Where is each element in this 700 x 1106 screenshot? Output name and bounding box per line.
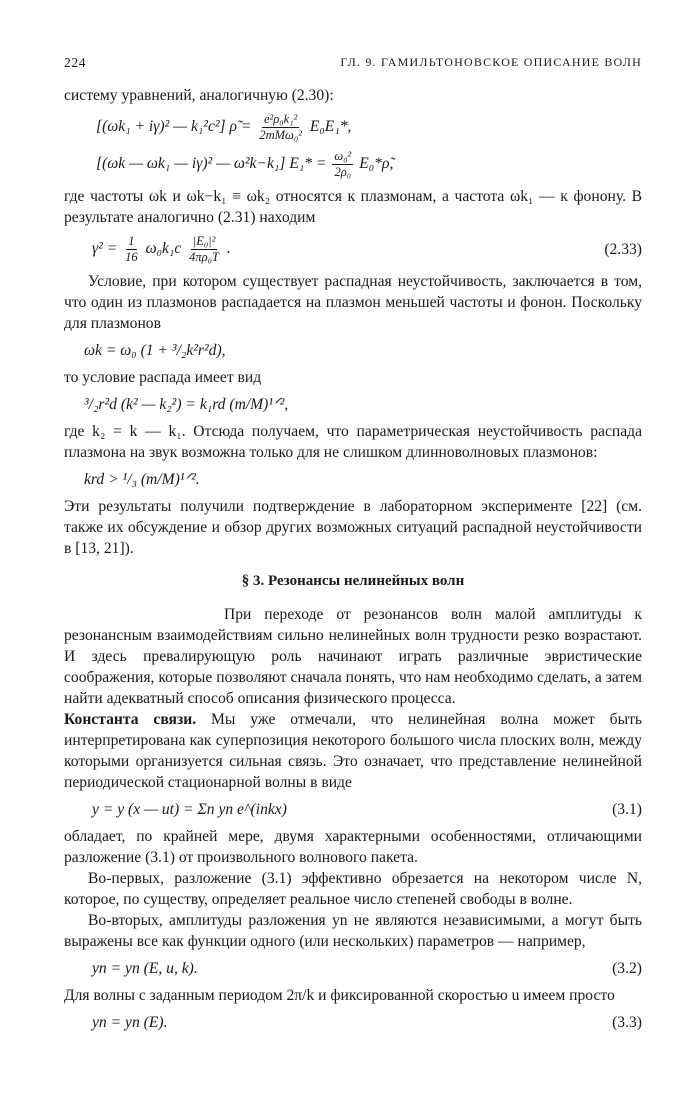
- equation-rhs: E₀*ρ̃,: [359, 155, 394, 173]
- equation-body: ωk = ω₀ (1 + ³/₂k²r²d),: [84, 342, 226, 359]
- paragraph: Во-вторых, амплитуды разложения yn не являются независимыми, а могут быть выражены все как функции одного (или нескольких) параметров — например,: [64, 912, 642, 950]
- equation-fraction: [257, 112, 304, 143]
- equation-3-3: [64, 1012, 642, 1033]
- paragraph: Для волны с заданным периодом 2π/k и фиксированной скоростью u имеем просто: [64, 987, 615, 1004]
- fraction-numerator: ω₀²: [334, 149, 352, 163]
- equation-fraction: [123, 234, 140, 265]
- equation-tail: .: [226, 240, 231, 258]
- fraction-numerator: 1: [128, 234, 135, 248]
- paragraph: При переходе от резонансов волн малой амплитуды к резонансным взаимодействиям сильно нелинейных волн трудности резко возрастают. И здесь превалирующую роль начинают играть различные эвристические соображения, которые позволяют сначала понять, что нам необходимо сделать, а затем найти адекватный способ описания физического процесса.: [64, 606, 642, 707]
- paragraph: Условие, при котором существует распадная неустойчивость, заключается в том, что один из плазмонов распадается на плазмон меньшей частоты и фонон. Поскольку для плазмонов: [64, 273, 642, 332]
- paragraph: где частоты ωk и ωk−k₁ ≡ ωk₂ относятся к плазмонам, а частота ωk₁ — к фонону. В результате аналогично (2.31) находим: [64, 188, 642, 226]
- equation-fraction: [332, 149, 353, 180]
- paragraph: то условие распада имеет вид: [64, 369, 262, 386]
- paragraph: систему уравнений, аналогичную (2.30):: [64, 87, 334, 104]
- equation-body: yn = yn (E, u, k).: [92, 960, 198, 977]
- equation-lhs: [(ωk — ωk₁ — iγ)² — ω²k−k₁] E₁* =: [96, 155, 327, 173]
- running-title: ГЛ. 9. ГАМИЛЬТОНОВСКОЕ ОПИСАНИЕ ВОЛН: [340, 55, 642, 69]
- paragraph: Во-первых, разложение (3.1) эффективно обрезается на некотором числе N, которое, по существу, определяет реальное число степеней свободы в волне.: [64, 870, 642, 908]
- paragraph-text: Мы уже отмечали, что нелинейная волна может быть интерпретирована как суперпозиция некоторого большого числа плоских волн, между которыми организуется сильная связь. Это означает, что представление нелинейной периодической стационарной волны в виде: [64, 711, 642, 791]
- equation-3-1: [64, 799, 642, 820]
- equation-decay-condition: [64, 394, 642, 415]
- running-head: [64, 52, 642, 73]
- equation-rhs: E₀E₁*,: [309, 118, 352, 136]
- equation-lhs: γ² =: [92, 240, 118, 258]
- paragraph-constant: [64, 709, 642, 793]
- equation-number: (3.1): [612, 801, 642, 818]
- paragraph: обладает, по крайней мере, двумя характерными особенностями, отличающими разложение (3.1) от произвольного волнового пакета.: [64, 828, 642, 866]
- equation-2-33: [64, 234, 642, 265]
- paragraph: где k₂ = k — k₁. Отсюда получаем, что параметрическая неустойчивость распада плазмона на звук возможна только для не слишком длинноволновых плазмонов:: [64, 423, 642, 461]
- paragraph: Эти результаты получили подтверждение в лабораторном эксперименте [22] (см. также их обсуждение и обзор других возможных ситуаций распадной неустойчивости в [13, 21]).: [64, 498, 642, 557]
- fraction-numerator: |E₀|²: [192, 234, 216, 248]
- equation-lhs: [(ωk₁ + iγ)² — k₁²c²] ρ̃ =: [96, 118, 252, 136]
- runin-heading: Константа связи.: [64, 711, 197, 728]
- equation-number: (3.3): [612, 1014, 642, 1031]
- fraction-numerator: e²ρ₀k₁²: [264, 112, 298, 126]
- equation-fraction: [187, 234, 221, 265]
- fraction-denominator: 16: [125, 250, 138, 264]
- section-heading: § 3. Резонансы нелинейных волн: [241, 573, 465, 589]
- equation-term: ω₀k₁c: [145, 240, 182, 258]
- equation-body: krd > ¹/₃ (m/M)¹ᐟ².: [84, 471, 200, 488]
- fraction-denominator: 4πρ₀T: [189, 250, 219, 264]
- equation-plasmon-dispersion: [64, 340, 642, 361]
- equation-3-2: [64, 958, 642, 979]
- page-number: 224: [64, 55, 87, 70]
- equation-body: ³/₂r²d (k² — k₂²) = k₁rd (m/M)¹ᐟ²,: [84, 396, 289, 413]
- equation-number: (3.2): [612, 960, 642, 977]
- equation-number: (2.33): [604, 241, 642, 258]
- equation-body: yn = yn (E).: [92, 1014, 168, 1031]
- fraction-denominator: 2mMω₀²: [259, 128, 302, 142]
- equation-system-line-1: [64, 112, 642, 143]
- fraction-denominator: 2ρ₀: [334, 165, 352, 179]
- equation-krd: [64, 469, 642, 490]
- equation-body: y = y (x — ut) = Σn yn e^(inkx): [92, 801, 287, 818]
- equation-system-line-2: [64, 149, 642, 180]
- book-page: [64, 52, 642, 1039]
